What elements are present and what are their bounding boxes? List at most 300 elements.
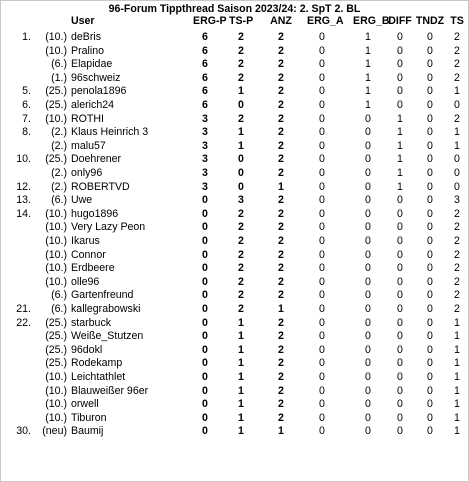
previous-rank-cell: (neu) xyxy=(42,425,67,438)
erg-p-cell: 0 xyxy=(202,343,208,356)
diff-cell: 0 xyxy=(397,207,403,220)
rank-cell: 1. xyxy=(22,31,31,43)
erg-b-cell: 1 xyxy=(365,31,371,43)
previous-rank-cell: (10.) xyxy=(45,31,67,43)
erg-p-cell: 0 xyxy=(202,303,208,315)
ts-p-cell: 0 xyxy=(238,99,244,111)
ts-p-cell: 2 xyxy=(238,207,244,220)
erg-p-cell: 0 xyxy=(202,411,208,424)
anz-cell: 2 xyxy=(278,330,284,343)
erg-b-cell: 0 xyxy=(365,153,371,166)
ts-p-cell: 2 xyxy=(238,58,244,71)
previous-rank-cell: (10.) xyxy=(45,44,67,57)
erg-p-cell: 0 xyxy=(202,425,208,438)
ts-cell: 2 xyxy=(454,303,460,315)
erg-a-cell: 0 xyxy=(319,235,325,247)
diff-cell: 0 xyxy=(397,44,403,57)
previous-rank-cell: (10.) xyxy=(45,207,67,220)
user-cell: orwell xyxy=(71,398,99,411)
tndz-cell: 0 xyxy=(427,275,433,288)
diff-cell: 1 xyxy=(397,153,403,166)
ts-p-cell: 1 xyxy=(238,139,244,152)
user-cell: only96 xyxy=(71,167,103,179)
anz-cell: 2 xyxy=(278,316,284,329)
previous-rank-cell: (25.) xyxy=(45,330,67,343)
anz-cell: 2 xyxy=(278,58,284,71)
user-cell: Very Lazy Peon xyxy=(71,221,146,234)
erg-b-cell: 0 xyxy=(365,371,371,383)
diff-cell: 0 xyxy=(397,343,403,356)
diff-cell: 0 xyxy=(397,357,403,370)
ts-cell: 2 xyxy=(454,31,460,43)
erg-a-cell: 0 xyxy=(319,31,325,43)
user-cell: Uwe xyxy=(71,194,93,207)
rank-cell: 8. xyxy=(22,126,31,139)
ts-p-cell: 1 xyxy=(238,384,244,397)
previous-rank-cell: (10.) xyxy=(45,262,67,275)
user-cell: Weiße_Stutzen xyxy=(71,330,144,343)
header-erg-a: ERG_A xyxy=(307,15,344,27)
table-row xyxy=(1,167,468,181)
ts-p-cell: 1 xyxy=(238,343,244,356)
ts-p-cell: 3 xyxy=(238,194,244,207)
tndz-cell: 0 xyxy=(427,343,433,356)
tndz-cell: 0 xyxy=(427,262,433,275)
user-cell: deBris xyxy=(71,31,102,43)
erg-b-cell: 1 xyxy=(365,85,371,98)
ts-p-cell: 2 xyxy=(238,44,244,57)
diff-cell: 0 xyxy=(397,31,403,43)
tndz-cell: 0 xyxy=(427,316,433,329)
user-cell: ROTHI xyxy=(71,112,104,125)
erg-b-cell: 0 xyxy=(365,275,371,288)
user-cell: hugo1896 xyxy=(71,207,119,220)
table-row xyxy=(1,303,468,317)
previous-rank-cell: (6.) xyxy=(51,58,67,71)
erg-a-cell: 0 xyxy=(319,85,325,98)
anz-cell: 1 xyxy=(278,303,284,315)
table-row xyxy=(1,181,468,195)
erg-p-cell: 6 xyxy=(202,85,208,98)
header-ts: TS xyxy=(450,15,464,27)
erg-p-cell: 0 xyxy=(202,330,208,343)
anz-cell: 1 xyxy=(278,180,284,193)
erg-p-cell: 3 xyxy=(202,112,208,125)
erg-b-cell: 0 xyxy=(365,343,371,356)
erg-p-cell: 0 xyxy=(202,316,208,329)
table-row xyxy=(1,412,468,426)
user-cell: penola1896 xyxy=(71,85,127,98)
anz-cell: 1 xyxy=(278,425,284,438)
erg-a-cell: 0 xyxy=(319,384,325,397)
erg-a-cell: 0 xyxy=(319,167,325,179)
user-cell: Blauweißer 96er xyxy=(71,384,149,397)
tndz-cell: 0 xyxy=(427,357,433,370)
anz-cell: 2 xyxy=(278,167,284,179)
header-erg-p: ERG-P xyxy=(193,15,227,27)
table-row xyxy=(1,221,468,235)
previous-rank-cell: (10.) xyxy=(45,275,67,288)
anz-cell: 2 xyxy=(278,207,284,220)
ts-cell: 1 xyxy=(454,398,460,411)
tndz-cell: 0 xyxy=(427,58,433,71)
tndz-cell: 0 xyxy=(427,411,433,424)
erg-b-cell: 1 xyxy=(365,44,371,57)
header-erg-b: ERG_B xyxy=(353,15,390,27)
ts-p-cell: 2 xyxy=(238,71,244,84)
erg-b-cell: 0 xyxy=(365,384,371,397)
tndz-cell: 0 xyxy=(427,248,433,261)
erg-b-cell: 0 xyxy=(365,303,371,315)
tndz-cell: 0 xyxy=(427,139,433,152)
ts-p-cell: 2 xyxy=(238,262,244,275)
diff-cell: 1 xyxy=(397,126,403,139)
user-cell: malu57 xyxy=(71,139,106,152)
previous-rank-cell: (2.) xyxy=(51,180,67,193)
erg-a-cell: 0 xyxy=(319,411,325,424)
ts-p-cell: 2 xyxy=(238,112,244,125)
tndz-cell: 0 xyxy=(427,330,433,343)
previous-rank-cell: (25.) xyxy=(45,357,67,370)
ts-cell: 2 xyxy=(454,275,460,288)
ts-p-cell: 1 xyxy=(238,330,244,343)
erg-b-cell: 0 xyxy=(365,207,371,220)
erg-a-cell: 0 xyxy=(319,398,325,411)
erg-b-cell: 0 xyxy=(365,194,371,207)
ts-p-cell: 1 xyxy=(238,126,244,139)
anz-cell: 2 xyxy=(278,71,284,84)
table-row xyxy=(1,113,468,127)
anz-cell: 2 xyxy=(278,357,284,370)
erg-b-cell: 0 xyxy=(365,357,371,370)
erg-p-cell: 3 xyxy=(202,153,208,166)
erg-p-cell: 6 xyxy=(202,31,208,43)
diff-cell: 0 xyxy=(397,275,403,288)
table-row xyxy=(1,72,468,86)
ts-cell: 0 xyxy=(454,99,460,111)
anz-cell: 2 xyxy=(278,343,284,356)
diff-cell: 1 xyxy=(397,167,403,179)
erg-p-cell: 0 xyxy=(202,384,208,397)
tndz-cell: 0 xyxy=(427,153,433,166)
header-ts-p: TS-P xyxy=(229,15,254,27)
table-row xyxy=(1,330,468,344)
ts-p-cell: 1 xyxy=(238,425,244,438)
table-row xyxy=(1,140,468,154)
table-row xyxy=(1,235,468,249)
erg-a-cell: 0 xyxy=(319,44,325,57)
anz-cell: 2 xyxy=(278,153,284,166)
erg-a-cell: 0 xyxy=(319,275,325,288)
erg-a-cell: 0 xyxy=(319,221,325,234)
user-cell: Pralino xyxy=(71,44,104,57)
rank-cell: 10. xyxy=(16,153,31,166)
ts-cell: 1 xyxy=(454,330,460,343)
rank-cell: 12. xyxy=(16,180,31,193)
table-row xyxy=(1,45,468,59)
anz-cell: 2 xyxy=(278,112,284,125)
erg-a-cell: 0 xyxy=(319,194,325,207)
ts-cell: 1 xyxy=(454,371,460,383)
anz-cell: 2 xyxy=(278,398,284,411)
ts-cell: 2 xyxy=(454,262,460,275)
rank-cell: 7. xyxy=(22,112,31,125)
tndz-cell: 0 xyxy=(427,194,433,207)
user-cell: Rodekamp xyxy=(71,357,123,370)
diff-cell: 0 xyxy=(397,398,403,411)
erg-b-cell: 0 xyxy=(365,411,371,424)
user-cell: Baumij xyxy=(71,425,104,438)
table-header-row xyxy=(1,15,468,29)
tndz-cell: 0 xyxy=(427,371,433,383)
anz-cell: 2 xyxy=(278,44,284,57)
erg-a-cell: 0 xyxy=(319,343,325,356)
diff-cell: 0 xyxy=(397,194,403,207)
diff-cell: 1 xyxy=(397,180,403,193)
user-cell: Ikarus xyxy=(71,235,100,247)
erg-p-cell: 0 xyxy=(202,289,208,302)
table-row xyxy=(1,425,468,439)
erg-a-cell: 0 xyxy=(319,248,325,261)
erg-a-cell: 0 xyxy=(319,330,325,343)
table-row xyxy=(1,126,468,140)
diff-cell: 0 xyxy=(397,316,403,329)
previous-rank-cell: (10.) xyxy=(45,248,67,261)
anz-cell: 2 xyxy=(278,262,284,275)
diff-cell: 0 xyxy=(397,303,403,315)
diff-cell: 0 xyxy=(397,58,403,71)
tndz-cell: 0 xyxy=(427,112,433,125)
ts-cell: 2 xyxy=(454,248,460,261)
previous-rank-cell: (25.) xyxy=(45,153,67,166)
previous-rank-cell: (10.) xyxy=(45,112,67,125)
previous-rank-cell: (2.) xyxy=(51,167,67,179)
erg-p-cell: 3 xyxy=(202,139,208,152)
tndz-cell: 0 xyxy=(427,303,433,315)
header-tndz: TNDZ xyxy=(415,15,445,27)
tndz-cell: 0 xyxy=(427,126,433,139)
erg-p-cell: 0 xyxy=(202,275,208,288)
diff-cell: 0 xyxy=(397,262,403,275)
anz-cell: 2 xyxy=(278,126,284,139)
ts-p-cell: 0 xyxy=(238,167,244,179)
ts-cell: 2 xyxy=(454,207,460,220)
tndz-cell: 0 xyxy=(427,31,433,43)
ts-p-cell: 2 xyxy=(238,235,244,247)
erg-a-cell: 0 xyxy=(319,316,325,329)
diff-cell: 0 xyxy=(397,425,403,438)
table-title: 96-Forum Tippthread Saison 2023/24: 2. SpT 2. BL xyxy=(108,3,361,15)
header-user: User xyxy=(71,15,95,27)
anz-cell: 2 xyxy=(278,275,284,288)
erg-p-cell: 6 xyxy=(202,44,208,57)
table-row xyxy=(1,262,468,276)
previous-rank-cell: (6.) xyxy=(51,289,67,302)
table-row xyxy=(1,371,468,385)
erg-b-cell: 0 xyxy=(365,139,371,152)
erg-a-cell: 0 xyxy=(319,180,325,193)
anz-cell: 2 xyxy=(278,99,284,111)
erg-a-cell: 0 xyxy=(319,58,325,71)
diff-cell: 0 xyxy=(397,235,403,247)
erg-p-cell: 0 xyxy=(202,235,208,247)
erg-b-cell: 1 xyxy=(365,58,371,71)
anz-cell: 2 xyxy=(278,31,284,43)
ts-p-cell: 0 xyxy=(238,153,244,166)
erg-p-cell: 0 xyxy=(202,248,208,261)
ts-p-cell: 1 xyxy=(238,85,244,98)
previous-rank-cell: (10.) xyxy=(45,371,67,383)
erg-a-cell: 0 xyxy=(319,303,325,315)
erg-b-cell: 0 xyxy=(365,425,371,438)
tndz-cell: 0 xyxy=(427,289,433,302)
erg-a-cell: 0 xyxy=(319,262,325,275)
erg-p-cell: 0 xyxy=(202,357,208,370)
ts-p-cell: 1 xyxy=(238,371,244,383)
table-row xyxy=(1,398,468,412)
user-cell: 96schweiz xyxy=(71,71,121,84)
previous-rank-cell: (10.) xyxy=(45,411,67,424)
tndz-cell: 0 xyxy=(427,99,433,111)
erg-p-cell: 6 xyxy=(202,71,208,84)
user-cell: Elapidae xyxy=(71,58,113,71)
anz-cell: 2 xyxy=(278,221,284,234)
previous-rank-cell: (1.) xyxy=(51,71,67,84)
tndz-cell: 0 xyxy=(427,207,433,220)
table-row xyxy=(1,249,468,263)
tndz-cell: 0 xyxy=(427,85,433,98)
ts-cell: 3 xyxy=(454,194,460,207)
erg-b-cell: 0 xyxy=(365,167,371,179)
rank-cell: 5. xyxy=(22,85,31,98)
rank-cell: 13. xyxy=(16,194,31,207)
rank-cell: 14. xyxy=(16,207,31,220)
ts-cell: 0 xyxy=(454,180,460,193)
previous-rank-cell: (10.) xyxy=(45,384,67,397)
ts-cell: 1 xyxy=(454,425,460,438)
user-cell: Connor xyxy=(71,248,106,261)
erg-p-cell: 6 xyxy=(202,58,208,71)
user-cell: Leichtathlet xyxy=(71,371,126,383)
anz-cell: 2 xyxy=(278,411,284,424)
ts-cell: 1 xyxy=(454,139,460,152)
user-cell: Tiburon xyxy=(71,411,107,424)
tndz-cell: 0 xyxy=(427,167,433,179)
ts-p-cell: 1 xyxy=(238,357,244,370)
previous-rank-cell: (10.) xyxy=(45,398,67,411)
table-row xyxy=(1,153,468,167)
diff-cell: 0 xyxy=(397,411,403,424)
ts-cell: 2 xyxy=(454,235,460,247)
erg-a-cell: 0 xyxy=(319,71,325,84)
rank-cell: 6. xyxy=(22,99,31,111)
table-row xyxy=(1,344,468,358)
ts-cell: 2 xyxy=(454,44,460,57)
ts-p-cell: 2 xyxy=(238,31,244,43)
erg-b-cell: 0 xyxy=(365,262,371,275)
anz-cell: 2 xyxy=(278,194,284,207)
erg-p-cell: 0 xyxy=(202,207,208,220)
ts-p-cell: 2 xyxy=(238,289,244,302)
diff-cell: 1 xyxy=(397,112,403,125)
tndz-cell: 0 xyxy=(427,221,433,234)
erg-b-cell: 0 xyxy=(365,221,371,234)
table-row xyxy=(1,194,468,208)
erg-b-cell: 1 xyxy=(365,99,371,111)
previous-rank-cell: (6.) xyxy=(51,194,67,207)
erg-p-cell: 0 xyxy=(202,194,208,207)
ts-p-cell: 2 xyxy=(238,221,244,234)
erg-a-cell: 0 xyxy=(319,139,325,152)
diff-cell: 1 xyxy=(397,139,403,152)
tndz-cell: 0 xyxy=(427,425,433,438)
diff-cell: 0 xyxy=(397,371,403,383)
table-row xyxy=(1,31,468,45)
erg-a-cell: 0 xyxy=(319,153,325,166)
erg-p-cell: 0 xyxy=(202,262,208,275)
erg-p-cell: 6 xyxy=(202,99,208,111)
user-cell: Erdbeere xyxy=(71,262,115,275)
ts-p-cell: 1 xyxy=(238,316,244,329)
diff-cell: 0 xyxy=(397,85,403,98)
previous-rank-cell: (2.) xyxy=(51,126,67,139)
user-cell: 96dokl xyxy=(71,343,103,356)
erg-a-cell: 0 xyxy=(319,99,325,111)
anz-cell: 2 xyxy=(278,289,284,302)
table-row xyxy=(1,99,468,113)
previous-rank-cell: (25.) xyxy=(45,343,67,356)
previous-rank-cell: (10.) xyxy=(45,235,67,247)
erg-a-cell: 0 xyxy=(319,371,325,383)
table-row xyxy=(1,317,468,331)
table-row xyxy=(1,85,468,99)
ts-p-cell: 2 xyxy=(238,303,244,315)
ts-cell: 1 xyxy=(454,384,460,397)
erg-a-cell: 0 xyxy=(319,207,325,220)
previous-rank-cell: (2.) xyxy=(51,139,67,152)
erg-b-cell: 0 xyxy=(365,180,371,193)
ts-p-cell: 0 xyxy=(238,180,244,193)
anz-cell: 2 xyxy=(278,384,284,397)
table-row xyxy=(1,289,468,303)
anz-cell: 2 xyxy=(278,371,284,383)
anz-cell: 2 xyxy=(278,248,284,261)
anz-cell: 2 xyxy=(278,85,284,98)
erg-p-cell: 3 xyxy=(202,167,208,179)
erg-b-cell: 0 xyxy=(365,126,371,139)
ts-p-cell: 1 xyxy=(238,398,244,411)
diff-cell: 0 xyxy=(397,71,403,84)
erg-b-cell: 1 xyxy=(365,71,371,84)
erg-b-cell: 0 xyxy=(365,316,371,329)
erg-a-cell: 0 xyxy=(319,289,325,302)
erg-a-cell: 0 xyxy=(319,357,325,370)
ts-cell: 0 xyxy=(454,153,460,166)
ts-cell: 1 xyxy=(454,316,460,329)
rank-cell: 22. xyxy=(16,316,31,329)
tndz-cell: 0 xyxy=(427,180,433,193)
diff-cell: 0 xyxy=(397,289,403,302)
table-row xyxy=(1,276,468,290)
tndz-cell: 0 xyxy=(427,44,433,57)
erg-p-cell: 3 xyxy=(202,180,208,193)
diff-cell: 0 xyxy=(397,330,403,343)
rank-cell: 21. xyxy=(16,303,31,315)
erg-b-cell: 0 xyxy=(365,235,371,247)
previous-rank-cell: (6.) xyxy=(51,303,67,315)
ts-cell: 1 xyxy=(454,126,460,139)
ts-p-cell: 2 xyxy=(238,248,244,261)
